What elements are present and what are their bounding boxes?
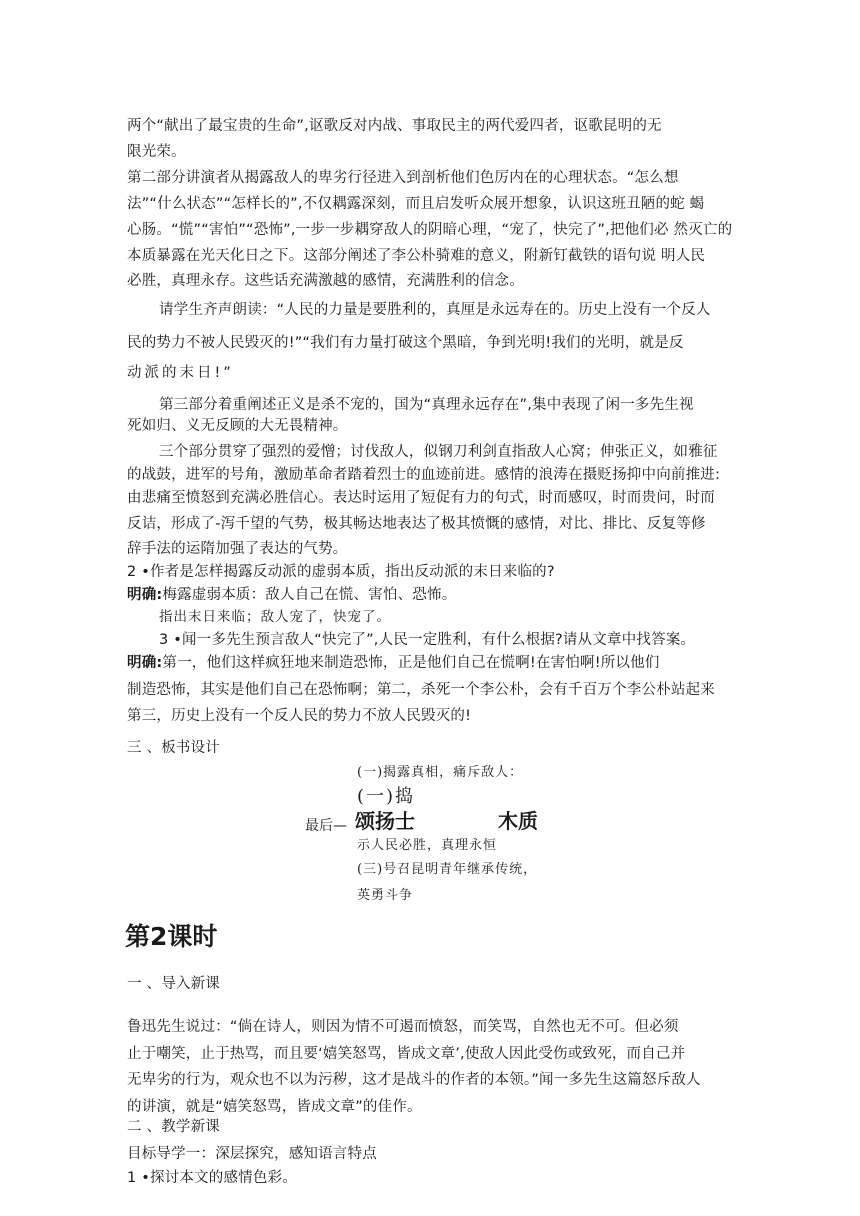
text-line: 无卑劣的行为，观众也不以为污秽，这才是战斗的作者的本领。”闻一多先生这篇怒斥敌人 — [127, 1072, 701, 1088]
board-item: (一)揭露真相，痛斥敌人： — [357, 765, 524, 780]
answer-line — [127, 653, 660, 673]
board-left-label: 最后— — [305, 818, 347, 834]
board-item: (一)捣 — [357, 786, 416, 807]
text-line: 止于嘲笑，止于热骂，而且要‘嬉笑怒骂，皆成文章’,使敌人因此受伤或致死，而自己并 — [127, 1046, 686, 1062]
board-big-text: 木质 — [498, 809, 538, 833]
text-line: 目标导学一：深层探究，感知语言特点 — [127, 1146, 377, 1162]
section-heading: 一 、导入新课 — [127, 976, 221, 992]
board-big-text: 颂扬士 — [355, 809, 415, 833]
text-line: 必胜，真理永存。这些话充满激越的感情，充满胜利的信念。 — [127, 273, 524, 289]
text-line: 本质暴露在光天化日之下。这部分阐述了李公朴骑难的意义，附新钉截铁的语句说 明人民 — [127, 248, 706, 264]
question-3: 3 •闻一多先生预言敌人“快完了”,人民一定胜利，有什么根据?请从文章中找答案。 — [159, 632, 696, 648]
section-heading: 二 、教学新课 — [127, 1119, 221, 1135]
board-item: 英勇斗争 — [357, 888, 414, 903]
text-line: 第三部分着重阐述正义是杀不宠的，国为“真理永远存在”,集中表现了闲一多先生视 — [159, 397, 694, 413]
answer-label: 明确: — [127, 655, 163, 671]
board-item: (三)号召昆明青年继承传统， — [357, 862, 538, 877]
text-line: 限光荣。 — [127, 144, 186, 160]
section-heading: 三 、板书设计 — [127, 740, 221, 756]
text-line: 反诘，形成了-泻千望的气势，极其畅达地表达了极其愤慨的感情，对比、排比、反复等修 — [127, 516, 706, 532]
answer-line — [127, 585, 456, 605]
answer-label: 明确: — [127, 587, 163, 603]
text-line: 心肠。“慌”“害怕”“恐怖”,一步一步耦穿敌人的阴暗心理，“宠了，快完了”,把他们必 然灭亡的 — [127, 222, 733, 238]
text-line: 第二部分讲演者从揭露敌人的卑劣行径进入到剖析他们色厉内在的心理状态。“怎么想 — [127, 170, 679, 186]
text-line: 辞手法的运隋加强了表达的气势。 — [127, 541, 348, 557]
answer-text: 梅露虚弱本质：敌人自己在慌、害怕、恐怖。 — [162, 587, 457, 603]
text-line: 三个部分贯穿了强烈的爱憎；讨伐敌人，似钢刀利剑直指敌人心窝；伸张正义，如雅征 — [159, 444, 718, 460]
text-line: 民的势力不被人民毁灭的!”“我们有力量打破这个黑暗，争到光明!我们的光明，就是反 — [127, 335, 684, 351]
answer-line: 第三，历史上没有一个反人民的势力不放人民毁灭的! — [127, 708, 472, 724]
question-2: 2 •作者是怎样揭露反动派的虚弱本质，指出反动派的末日来临的? — [127, 564, 555, 580]
lesson-title: 第2课时 — [125, 922, 218, 951]
text-line: 两个“献出了最宝贵的生命”,讴歌反对内战、事取民主的两代爱四者，讴歌昆明的无 — [127, 118, 662, 134]
text-line: 由悲痛至愤怒到充满必胜信心。表达时运用了短促有力的句式，时而感叹，时而贵问，时而 — [127, 490, 715, 506]
text-line: 的讲演，就是“嬉笑怒骂，皆成文章”的佳作。 — [127, 1099, 422, 1115]
text-line: 鲁迅先生说过：“倘在诗人，则因为情不可遏而愤怒，而笑骂，自然也无不可。但必须 — [127, 1019, 679, 1035]
text-line: 动派的末日!” — [127, 365, 234, 381]
text-line: 的战鼓，进军的号角，激励革命者踏着烈士的血迹前进。感情的浪涛在摄贬扬抑中向前推进: — [127, 467, 721, 483]
text-line: 死如归、义无反顾的大无畏精神。 — [127, 418, 348, 434]
text-line: 法”“什么状态”“怎样长的”,不仅耦露深刻，而且启发听众展开想象，认识这班丑陋的蛇 蝎 — [127, 196, 705, 212]
answer-text: 第一，他们这样疯狂地来制造恐怖，正是他们自己在慌啊!在害怕啊!所以他们 — [162, 655, 660, 671]
text-line: 请学生齐声朗读：“人民的力量是要胜利的，真厘是永远寿在的。历史上没有一个反人 — [159, 302, 711, 318]
answer-line: 制造恐怖，其实是他们自己在恐怖啊；第二，杀死一个李公朴，会有千百万个李公朴站起来 — [127, 682, 715, 698]
answer-line: 指出末日来临；敌人宠了，快宠了。 — [159, 609, 391, 625]
text-line: 1 •探讨本文的感情色彩。 — [127, 1170, 297, 1186]
board-item: 示人民必胜，真理永恒 — [357, 838, 498, 853]
